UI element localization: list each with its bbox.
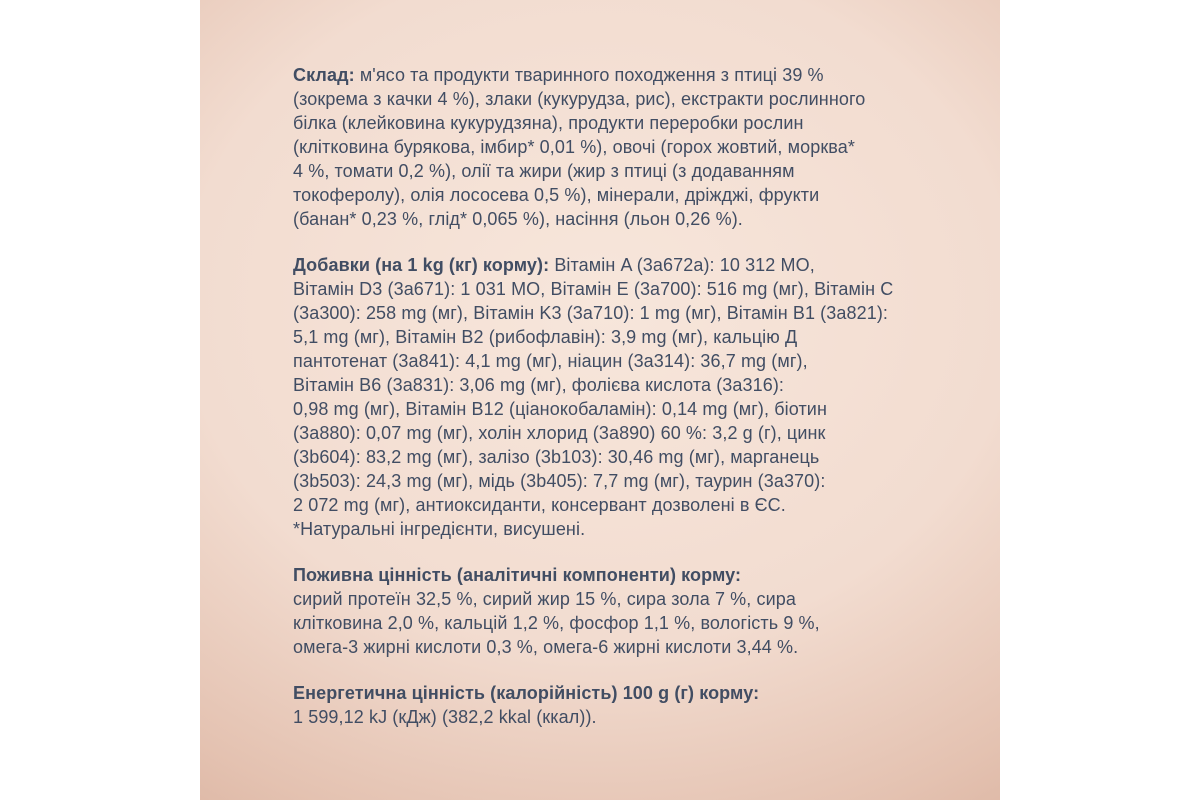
section-energy-value [293,681,953,729]
text-line [293,63,953,87]
text-line: Вітамін B6 (3a831): 3,06 mg (мг), фолієва кислота (3a316): [293,375,785,395]
section-heading: Склад: [293,65,355,85]
text-line: (3a880): 0,07 mg (мг), холін хлорид (3a890) 60 %: 3,2 g (г), цинк [293,423,826,443]
text-line [293,681,953,705]
text-line: клітковина 2,0 %, кальцій 1,2 %, фосфор 1,1 %, вологість 9 %, [293,613,820,633]
text-line: 4 %, томати 0,2 %), олії та жири (жир з птиці (з додаванням [293,161,795,181]
text-line: (3b604): 83,2 mg (мг), залізо (3b103): 30,46 mg (мг), марганець [293,447,820,467]
text-line: *Натуральні інгредієнти, висушені. [293,519,586,539]
section-heading: Добавки (на 1 kg (кг) корму): [293,255,550,275]
text-line: (3a300): 258 mg (мг), Вітамін K3 (3a710): 1 mg (мг), Вітамін B1 (3a821): [293,303,889,323]
section-nutritional-value [293,563,953,659]
text-line: пантотенат (3a841): 4,1 mg (мг), ніацин (3a314): 36,7 mg (мг), [293,351,808,371]
text-line: (зокрема з качки 4 %), злаки (кукурудза, рис), екстракти рослинного [293,89,866,109]
section-heading: Поживна цінність (аналітичні компоненти) корму: [293,565,742,585]
text-line [293,253,953,277]
product-label-photo [200,0,1000,800]
text-line: Вітамін D3 (3a671): 1 031 МО, Вітамін E (3a700): 516 mg (мг), Вітамін C [293,279,894,299]
text-line: токоферолу), олія лососева 0,5 %), мінерали, дріжджі, фрукти [293,185,820,205]
section-heading: Енергетична цінність (калорійність) 100 g (г) корму: [293,683,760,703]
section-composition [293,63,953,231]
text-line [293,563,953,587]
text-line: (банан* 0,23 %, глід* 0,065 %), насіння (льон 0,26 %). [293,209,743,229]
section-additives [293,253,953,541]
text-line: 2 072 mg (мг), антиоксиданти, консервант дозволені в ЄС. [293,495,786,515]
section-heading-rest: м'ясо та продукти тваринного походження з птиці 39 % [359,65,824,85]
text-line: сирий протеїн 32,5 %, сирий жир 15 %, сира зола 7 %, сира [293,589,796,609]
text-line: 5,1 mg (мг), Вітамін B2 (рибофлавін): 3,9 mg (мг), кальцію Д [293,327,798,347]
text-line: (клітковина бурякова, імбир* 0,01 %), овочі (горох жовтий, морква* [293,137,855,157]
label-text-block [293,63,953,729]
text-line: 0,98 mg (мг), Вітамін B12 (ціанокобаламін): 0,14 mg (мг), біотин [293,399,827,419]
text-line: (3b503): 24,3 mg (мг), мідь (3b405): 7,7 mg (мг), таурин (3a370): [293,471,826,491]
text-line: 1 599,12 kJ (кДж) (382,2 kkal (ккал)). [293,707,597,727]
section-heading-rest: Вітамін A (3a672a): 10 312 МО, [554,255,815,275]
text-line: білка (клейковина кукурудзяна), продукти переробки рослин [293,113,804,133]
text-line: омега-3 жирні кислоти 0,3 %, омега-6 жирні кислоти 3,44 %. [293,637,799,657]
